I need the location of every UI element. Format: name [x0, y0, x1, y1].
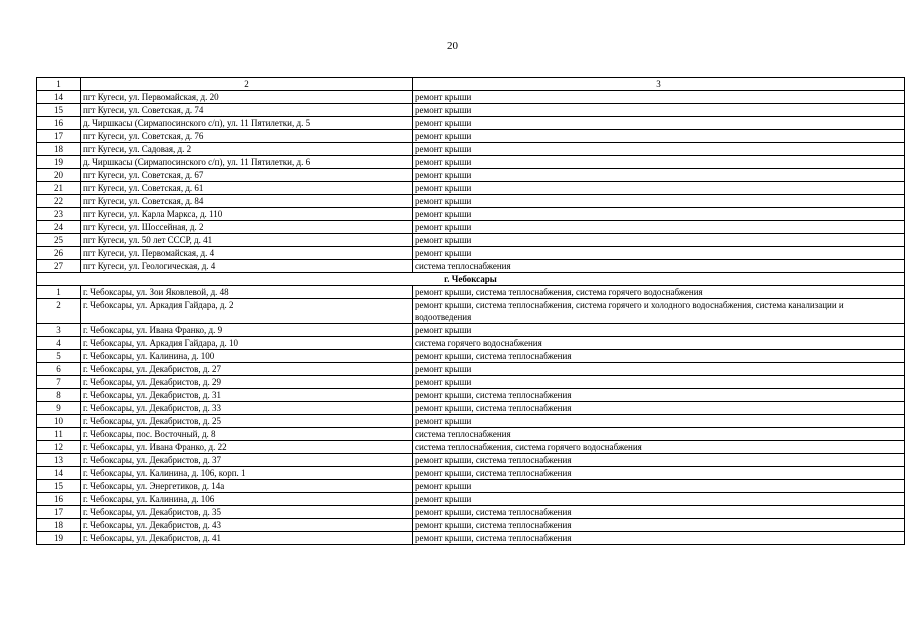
row-address: г. Чебоксары, ул. Декабристов, д. 33	[81, 402, 413, 415]
row-number: 12	[37, 441, 81, 454]
row-address: пгт Кугеси, ул. Первомайская, д. 20	[81, 91, 413, 104]
row-address: пгт Кугеси, ул. Советская, д. 67	[81, 169, 413, 182]
row-work-type: ремонт крыши	[413, 130, 905, 143]
row-work-type: ремонт крыши	[413, 480, 905, 493]
row-address: пгт Кугеси, ул. Советская, д. 76	[81, 130, 413, 143]
row-number: 16	[37, 493, 81, 506]
row-work-type: ремонт крыши	[413, 143, 905, 156]
row-work-type: ремонт крыши	[413, 182, 905, 195]
row-work-type: ремонт крыши	[413, 247, 905, 260]
table-row	[37, 208, 905, 221]
row-address: г. Чебоксары, ул. Декабристов, д. 31	[81, 389, 413, 402]
row-number: 25	[37, 234, 81, 247]
row-address: г. Чебоксары, ул. Ивана Франко, д. 9	[81, 324, 413, 337]
table-row	[37, 350, 905, 363]
table-row	[37, 454, 905, 467]
row-number: 6	[37, 363, 81, 376]
table-row	[37, 467, 905, 480]
row-work-type: ремонт крыши, система теплоснабжения	[413, 519, 905, 532]
row-number: 15	[37, 480, 81, 493]
table-row	[37, 143, 905, 156]
row-work-type: система теплоснабжения	[413, 260, 905, 273]
row-number: 23	[37, 208, 81, 221]
row-number: 16	[37, 117, 81, 130]
row-work-type: ремонт крыши, система теплоснабжения	[413, 532, 905, 545]
row-number: 17	[37, 506, 81, 519]
row-number: 20	[37, 169, 81, 182]
table-row	[37, 299, 905, 324]
row-number: 22	[37, 195, 81, 208]
row-address: пгт Кугеси, ул. Геологическая, д. 4	[81, 260, 413, 273]
row-work-type: ремонт крыши	[413, 415, 905, 428]
table-row	[37, 493, 905, 506]
table-row	[37, 324, 905, 337]
table-row	[37, 260, 905, 273]
table-row	[37, 286, 905, 299]
row-work-type: ремонт крыши	[413, 117, 905, 130]
row-number: 27	[37, 260, 81, 273]
table-row	[37, 130, 905, 143]
table-row	[37, 182, 905, 195]
row-number: 9	[37, 402, 81, 415]
table-row	[37, 480, 905, 493]
row-number: 8	[37, 389, 81, 402]
row-address: пгт Кугеси, ул. Садовая, д. 2	[81, 143, 413, 156]
row-work-type: ремонт крыши, система теплоснабжения, система горячего водоснабжения	[413, 286, 905, 299]
row-work-type: система теплоснабжения, система горячего водоснабжения	[413, 441, 905, 454]
row-work-type: ремонт крыши, система теплоснабжения	[413, 389, 905, 402]
row-work-type: ремонт крыши	[413, 234, 905, 247]
row-address: д. Чиршкасы (Сирмапосинского с/п), ул. 11 Пятилетки, д. 6	[81, 156, 413, 169]
row-address: г. Чебоксары, ул. Ивана Франко, д. 22	[81, 441, 413, 454]
row-work-type: ремонт крыши	[413, 169, 905, 182]
table-row	[37, 441, 905, 454]
row-work-type: система теплоснабжения	[413, 428, 905, 441]
row-number: 3	[37, 324, 81, 337]
table-row	[37, 376, 905, 389]
row-number: 2	[37, 299, 81, 324]
table-row	[37, 389, 905, 402]
table-row	[37, 117, 905, 130]
row-work-type: ремонт крыши	[413, 376, 905, 389]
row-number: 24	[37, 221, 81, 234]
table-row	[37, 169, 905, 182]
table-row	[37, 519, 905, 532]
table-row	[37, 234, 905, 247]
row-address: г. Чебоксары, ул. Декабристов, д. 35	[81, 506, 413, 519]
header-col-3: 3	[413, 78, 905, 91]
row-address: г. Чебоксары, ул. Декабристов, д. 29	[81, 376, 413, 389]
page-number: 20	[447, 40, 458, 52]
row-address: г. Чебоксары, ул. Калинина, д. 100	[81, 350, 413, 363]
table-row	[37, 156, 905, 169]
row-address: г. Чебоксары, ул. Зои Яковлевой, д. 48	[81, 286, 413, 299]
table-row	[37, 506, 905, 519]
row-address: г. Чебоксары, ул. Декабристов, д. 25	[81, 415, 413, 428]
row-number: 5	[37, 350, 81, 363]
header-col-2: 2	[81, 78, 413, 91]
row-address: пгт Кугеси, ул. Шоссейная, д. 2	[81, 221, 413, 234]
table-row	[37, 415, 905, 428]
row-number: 14	[37, 467, 81, 480]
row-address: г. Чебоксары, ул. Аркадия Гайдара, д. 10	[81, 337, 413, 350]
row-work-type: ремонт крыши, система теплоснабжения	[413, 350, 905, 363]
row-work-type: ремонт крыши, система теплоснабжения	[413, 454, 905, 467]
row-number: 17	[37, 130, 81, 143]
row-number: 15	[37, 104, 81, 117]
table-row	[37, 363, 905, 376]
table-body	[37, 78, 905, 545]
row-work-type: ремонт крыши	[413, 493, 905, 506]
row-address: г. Чебоксары, ул. Энергетиков, д. 14а	[81, 480, 413, 493]
row-address: пгт Кугеси, ул. Советская, д. 61	[81, 182, 413, 195]
row-number: 21	[37, 182, 81, 195]
row-address: д. Чиршкасы (Сирмапосинского с/п), ул. 11 Пятилетки, д. 5	[81, 117, 413, 130]
table-row	[37, 221, 905, 234]
row-address: г. Чебоксары, ул. Декабристов, д. 37	[81, 454, 413, 467]
row-number: 19	[37, 532, 81, 545]
row-work-type: ремонт крыши	[413, 104, 905, 117]
row-address: пгт Кугеси, ул. Первомайская, д. 4	[81, 247, 413, 260]
row-address: г. Чебоксары, ул. Декабристов, д. 41	[81, 532, 413, 545]
row-number: 10	[37, 415, 81, 428]
row-number: 4	[37, 337, 81, 350]
header-col-1: 1	[37, 78, 81, 91]
row-number: 11	[37, 428, 81, 441]
row-number: 7	[37, 376, 81, 389]
row-work-type: ремонт крыши	[413, 91, 905, 104]
table-row	[37, 402, 905, 415]
row-number: 19	[37, 156, 81, 169]
row-number: 1	[37, 286, 81, 299]
row-work-type: ремонт крыши	[413, 363, 905, 376]
row-work-type: ремонт крыши	[413, 156, 905, 169]
row-address: г. Чебоксары, ул. Декабристов, д. 43	[81, 519, 413, 532]
row-number: 26	[37, 247, 81, 260]
row-work-type: система горячего водоснабжения	[413, 337, 905, 350]
row-work-type: ремонт крыши, система теплоснабжения	[413, 467, 905, 480]
table-row	[37, 337, 905, 350]
row-work-type: ремонт крыши	[413, 221, 905, 234]
row-number: 18	[37, 519, 81, 532]
row-address: г. Чебоксары, ул. Калинина, д. 106, корп. 1	[81, 467, 413, 480]
table-row	[37, 428, 905, 441]
row-work-type: ремонт крыши, система теплоснабжения	[413, 506, 905, 519]
row-address: г. Чебоксары, ул. Декабристов, д. 27	[81, 363, 413, 376]
section-title: г. Чебоксары	[37, 273, 905, 286]
row-address: г. Чебоксары, ул. Аркадия Гайдара, д. 2	[81, 299, 413, 324]
row-address: г. Чебоксары, пос. Восточный, д. 8	[81, 428, 413, 441]
row-work-type: ремонт крыши, система теплоснабжения, система горячего и холодного водоснабжения, система канализации и водоотведения	[413, 299, 905, 324]
row-number: 14	[37, 91, 81, 104]
row-address: пгт Кугеси, ул. 50 лет СССР, д. 41	[81, 234, 413, 247]
table-header-row	[37, 78, 905, 91]
row-work-type: ремонт крыши	[413, 195, 905, 208]
table-row	[37, 532, 905, 545]
table-row	[37, 247, 905, 260]
row-address: пгт Кугеси, ул. Советская, д. 74	[81, 104, 413, 117]
table-row	[37, 91, 905, 104]
table-row	[37, 195, 905, 208]
row-work-type: ремонт крыши	[413, 208, 905, 221]
section-row	[37, 273, 905, 286]
row-work-type: ремонт крыши, система теплоснабжения	[413, 402, 905, 415]
row-number: 18	[37, 143, 81, 156]
repair-table	[36, 77, 905, 545]
table-row	[37, 104, 905, 117]
row-address: г. Чебоксары, ул. Калинина, д. 106	[81, 493, 413, 506]
row-address: пгт Кугеси, ул. Советская, д. 84	[81, 195, 413, 208]
row-address: пгт Кугеси, ул. Карла Маркса, д. 110	[81, 208, 413, 221]
row-number: 13	[37, 454, 81, 467]
row-work-type: ремонт крыши	[413, 324, 905, 337]
